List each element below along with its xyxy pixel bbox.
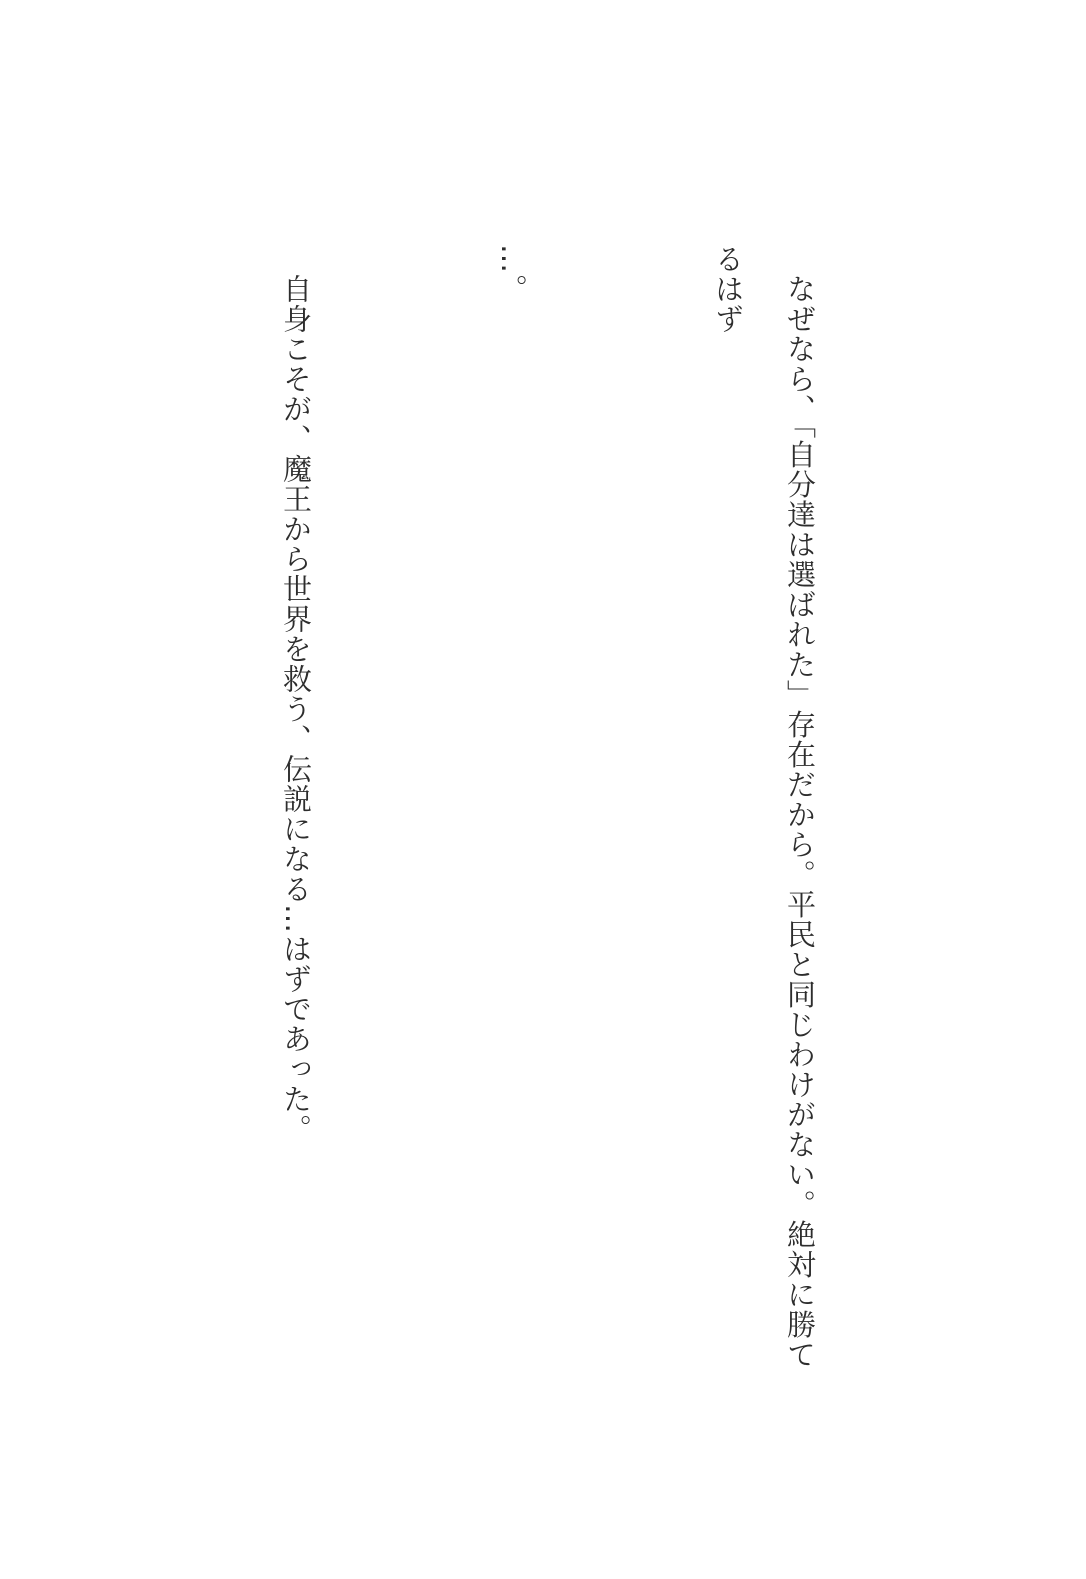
text-line: なぜなら、「自分達は選ばれた」存在だから。平民と同じわけがない。絶対に勝てるはず: [711, 244, 817, 1370]
text-line: …。: [495, 244, 529, 304]
vertical-text-body: [200, 244, 980, 1384]
text-line: 自身こそが、魔王から世界を救う、伝説になる…はずであった。: [279, 244, 313, 1144]
blank-line: [44, 244, 116, 1384]
